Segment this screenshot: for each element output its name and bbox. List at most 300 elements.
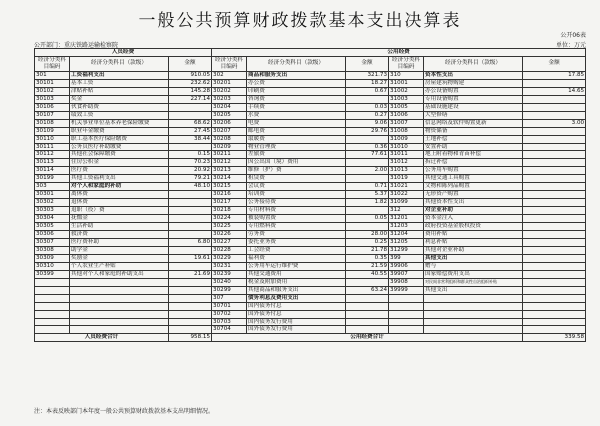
amount-cell: 3.00 [523,119,586,127]
personnel-group-header: 人员经费 [35,49,212,57]
table-row [35,175,586,183]
code-cell: 30224 [212,215,247,223]
code-cell: 307 [212,294,247,302]
code-cell: 31005 [389,103,424,111]
table-row [35,183,586,191]
code-cell: 30310 [35,262,70,270]
name-cell [424,310,523,318]
name-cell: 文物和陈列品购置 [424,183,523,191]
code-cell: 30399 [35,270,70,278]
amount-cell: 29.76 [346,127,389,135]
code-cell: 31007 [389,119,424,127]
amount-cell [523,231,586,239]
amount-cell [169,207,212,215]
amount-cell [523,246,586,254]
name-cell: 对企业补助 [424,207,523,215]
name-cell: 职业年金缴费 [70,127,169,135]
code-cell: 30702 [212,310,247,318]
amount-cell: 19.61 [169,254,212,262]
code-cell: 30301 [35,191,70,199]
code-cell: 30203 [212,95,247,103]
amount-cell [169,318,212,326]
name-cell [424,318,523,326]
code-cell [389,294,424,302]
amount-header: 金额 [346,56,389,71]
name-cell: 劳务费 [247,231,346,239]
amount-cell [169,191,212,199]
table-row [35,159,586,167]
code-cell: 30108 [35,119,70,127]
name-cell: 国内债务发行费用 [247,318,346,326]
name-cell: 安置补助 [424,143,523,151]
amount-cell [523,270,586,278]
name-cell: 商品和服务支出 [247,71,346,79]
amount-cell: 6.80 [169,238,212,246]
code-cell: 30207 [212,127,247,135]
amount-cell [346,318,389,326]
amount-cell: 227.14 [169,95,212,103]
name-cell: 租赁费 [247,175,346,183]
code-cell: 30101 [35,79,70,87]
code-cell: 30206 [212,119,247,127]
amount-cell: 0.15 [169,151,212,159]
code-cell [389,326,424,334]
code-cell: 30199 [35,175,70,183]
table-row [35,79,586,87]
name-cell: 税金及附加费用 [247,278,346,286]
amount-cell [523,127,586,135]
code-cell: 310 [389,71,424,79]
name-cell: 资本性支出 [424,71,523,79]
name-cell: 退职（役）费 [70,207,169,215]
amount-cell: 0.71 [346,183,389,191]
name-cell: 其他资本性支出 [424,199,523,207]
code-cell: 30110 [35,135,70,143]
amount-cell: 321.73 [346,71,389,79]
name-cell: 被装购置费 [247,215,346,223]
amount-cell [169,246,212,254]
amount-cell [346,223,389,231]
name-cell: 职工基本医疗保险缴费 [70,135,169,143]
table-row [35,231,586,239]
name-cell: 工资福利支出 [70,71,169,79]
table-row [35,238,586,246]
name-cell: 因公出国（境）费用 [247,159,346,167]
name-cell: 利息补贴 [424,238,523,246]
name-cell: 公务接待费 [247,199,346,207]
table-row [35,207,586,215]
amount-cell [169,278,212,286]
code-cell [35,310,70,318]
amount-cell [523,238,586,246]
code-cell: 30226 [212,231,247,239]
name-cell: 印刷费 [247,87,346,95]
name-cell: 福利费 [247,254,346,262]
amount-cell [523,159,586,167]
name-cell: 电费 [247,119,346,127]
code-cell: 30225 [212,223,247,231]
amount-cell [169,199,212,207]
code-cell: 31013 [389,167,424,175]
code-cell: 30205 [212,111,247,119]
code-cell: 31021 [389,183,424,191]
amount-cell: 38.44 [169,135,212,143]
code-cell: 30704 [212,326,247,334]
amount-cell [346,135,389,143]
amount-cell: 1.82 [346,199,389,207]
code-cell: 30102 [35,87,70,95]
code-cell: 30113 [35,159,70,167]
amount-cell [523,175,586,183]
name-cell [70,294,169,302]
name-cell: 津贴补贴 [70,87,169,95]
name-cell: 国内债务付息 [247,302,346,310]
table-row [35,254,586,262]
code-header: 经济分类科目编码 [389,56,424,71]
amount-cell [346,294,389,302]
name-cell: 邮电费 [247,127,346,135]
code-cell [35,286,70,294]
name-cell: 政府投资基金股权投资 [424,223,523,231]
amount-cell: 9.06 [346,119,389,127]
amount-cell [346,278,389,286]
name-cell: 国外债务发行费用 [247,326,346,334]
table-row [35,294,586,302]
amount-cell [523,286,586,294]
name-header: 经济分类科目（款级） [70,56,169,71]
code-cell: 31009 [389,135,424,143]
amount-cell: 63.24 [346,286,389,294]
name-cell: 物业管理费 [247,143,346,151]
name-cell: 手续费 [247,103,346,111]
name-cell: 对个人和家庭的补助 [70,183,169,191]
name-cell: 其他支出 [424,286,523,294]
name-cell [424,302,523,310]
amount-cell [346,207,389,215]
table-row [35,95,586,103]
amount-cell: 0.25 [346,238,389,246]
name-cell: 房屋建筑物购建 [424,79,523,87]
name-cell: 医疗费 [70,167,169,175]
table-row [35,310,586,318]
code-cell: 30216 [212,191,247,199]
name-cell: 专用材料费 [247,207,346,215]
code-cell: 30201 [212,79,247,87]
name-cell [70,310,169,318]
amount-cell: 77.61 [346,151,389,159]
name-cell: 培训费 [247,191,346,199]
table-row [35,326,586,334]
amount-cell [169,286,212,294]
name-cell: 绩效工资 [70,111,169,119]
code-cell [35,326,70,334]
name-cell: 公务用车运行维护费 [247,262,346,270]
name-cell: 奖励金 [70,254,169,262]
table-row [35,119,586,127]
code-cell: 30303 [35,207,70,215]
code-cell: 30701 [212,302,247,310]
public-group-header: 公用经费 [212,49,586,57]
code-cell: 30240 [212,278,247,286]
amount-cell: 2.00 [346,167,389,175]
amount-cell [523,103,586,111]
code-cell: 302 [212,71,247,79]
code-cell: 30305 [35,223,70,231]
amount-cell: 48.10 [169,183,212,191]
amount-cell [523,223,586,231]
amount-cell [169,103,212,111]
table-row [35,127,586,135]
name-cell: 国外债务付息 [247,310,346,318]
table-row [35,262,586,270]
amount-cell [169,262,212,270]
amount-cell [523,183,586,191]
code-cell [35,278,70,286]
amount-cell: 0.36 [346,143,389,151]
amount-cell [523,95,586,103]
amount-cell [169,231,212,239]
amount-cell [523,310,586,318]
code-cell [35,318,70,326]
name-cell: 大型修缮 [424,111,523,119]
name-cell: 资本金注入 [424,215,523,223]
name-cell: 信息网络及软件购置更新 [424,119,523,127]
amount-cell [523,167,586,175]
amount-header: 金额 [523,56,586,71]
name-cell: 国家赔偿费用支出 [424,270,523,278]
code-cell: 39908 [389,278,424,286]
amount-cell: 14.65 [523,87,586,95]
code-cell: 31001 [389,79,424,87]
name-cell: 伙食补助费 [70,103,169,111]
name-cell: 拆迁补偿 [424,159,523,167]
name-cell: 助学金 [70,246,169,254]
amount-cell [169,215,212,223]
report-title: 一般公共预算财政拨款基本支出决算表 [138,11,462,31]
name-cell: 公务员医疗补助缴费 [70,143,169,151]
amount-cell: 18.27 [346,79,389,87]
amount-cell: 28.00 [346,231,389,239]
code-cell: 31012 [389,159,424,167]
code-cell [35,302,70,310]
name-cell: 咨询费 [247,95,346,103]
code-cell: 31299 [389,246,424,254]
name-cell: 基础设施建设 [424,103,523,111]
amount-cell [523,278,586,286]
name-cell: 生活补助 [70,223,169,231]
name-cell: 救济费 [70,231,169,239]
code-cell: 30111 [35,143,70,151]
name-cell: 其他对企业补助 [424,246,523,254]
amount-cell [346,326,389,334]
code-cell: 301 [35,71,70,79]
public-total-label: 公用经费合计 [212,334,523,342]
table-row [35,278,586,286]
amount-cell [169,294,212,302]
code-cell [389,318,424,326]
name-cell: 委托业务费 [247,238,346,246]
code-cell: 30214 [212,175,247,183]
code-cell: 30309 [35,254,70,262]
amount-cell: 145.28 [169,87,212,95]
code-cell: 30231 [212,262,247,270]
code-cell [35,294,70,302]
table-row [35,143,586,151]
form-number: 公开06表 [560,32,586,39]
code-cell: 30107 [35,111,70,119]
name-cell: 物资储备 [424,127,523,135]
code-cell: 30109 [35,127,70,135]
code-cell: 30211 [212,151,247,159]
code-cell: 30306 [35,231,70,239]
table-row [35,302,586,310]
name-cell: 其他社会保障缴费 [70,151,169,159]
code-cell [389,302,424,310]
code-cell: 39999 [389,286,424,294]
code-cell: 30212 [212,159,247,167]
code-cell: 30114 [35,167,70,175]
name-cell: 抚恤金 [70,215,169,223]
code-cell: 31011 [389,151,424,159]
name-cell [424,326,523,334]
name-cell: 工会经费 [247,246,346,254]
name-cell [70,326,169,334]
amount-cell [346,159,389,167]
name-cell: 会议费 [247,183,346,191]
amount-cell: 21.69 [169,270,212,278]
code-cell: 30202 [212,87,247,95]
code-cell: 31002 [389,87,424,95]
code-cell: 31022 [389,191,424,199]
code-cell: 30703 [212,318,247,326]
code-cell: 303 [35,183,70,191]
code-cell: 39906 [389,262,424,270]
expenditure-table [34,48,586,342]
amount-cell [523,199,586,207]
unit-label: 单位：万元 [555,42,586,49]
code-cell: 30239 [212,270,247,278]
code-cell [389,310,424,318]
table-row [35,270,586,278]
code-cell: 30103 [35,95,70,103]
code-cell: 30106 [35,103,70,111]
amount-cell [346,95,389,103]
code-cell: 30227 [212,238,247,246]
name-cell: 其他商品和服务支出 [247,286,346,294]
amount-cell [523,326,586,334]
code-header: 经济分类科目编码 [212,56,247,71]
name-cell: 个人农业生产补贴 [70,262,169,270]
amount-cell [169,302,212,310]
amount-cell [346,310,389,318]
table-row [35,71,586,79]
table-row [35,151,586,159]
code-cell: 30213 [212,167,247,175]
amount-cell: 0.35 [346,254,389,262]
table-row [35,223,586,231]
code-cell: 31010 [389,143,424,151]
department-label: 公开部门：重庆铁路运输检察院 [34,42,119,49]
name-cell: 专用燃料费 [247,223,346,231]
amount-cell [523,254,586,262]
code-cell: 399 [389,254,424,262]
table-row [35,135,586,143]
name-cell: 取暖费 [247,135,346,143]
name-header: 经济分类科目（款级） [247,56,346,71]
amount-cell [346,302,389,310]
code-cell: 31008 [389,127,424,135]
code-cell: 31203 [389,223,424,231]
amount-cell [523,215,586,223]
name-cell [70,302,169,310]
name-cell: 离休费 [70,191,169,199]
amount-cell [169,326,212,334]
amount-cell [523,151,586,159]
amount-cell: 232.62 [169,79,212,87]
code-cell: 30218 [212,207,247,215]
name-cell: 赠与 [424,262,523,270]
amount-cell [523,207,586,215]
table-row [35,286,586,294]
amount-cell: 17.85 [523,71,586,79]
amount-cell: 5.37 [346,191,389,199]
code-cell: 30204 [212,103,247,111]
name-cell: 公务用车购置 [424,167,523,175]
name-cell: 其他交通工具购置 [424,175,523,183]
table-row [35,103,586,111]
amount-cell [346,175,389,183]
public-total-value: 339.58 [523,334,586,342]
amount-cell [523,262,586,270]
name-cell: 办公设备购置 [424,87,523,95]
name-cell: 无形资产购置 [424,191,523,199]
amount-cell [169,111,212,119]
amount-cell [169,143,212,151]
amount-cell [523,143,586,151]
amount-cell: 20.92 [169,167,212,175]
table-row [35,111,586,119]
code-cell: 31204 [389,231,424,239]
name-cell: 其他对个人和家庭的补助支出 [70,270,169,278]
amount-header: 金额 [169,56,212,71]
table-row [35,199,586,207]
amount-cell: 70.23 [169,159,212,167]
code-cell: 31205 [389,238,424,246]
amount-cell: 0.05 [346,215,389,223]
table-row [35,318,586,326]
name-cell: 基本工资 [70,79,169,87]
code-cell: 31201 [389,215,424,223]
amount-cell: 79.21 [169,175,212,183]
name-cell: 专用设备购置 [424,95,523,103]
code-cell: 30307 [35,238,70,246]
amount-cell [523,111,586,119]
name-cell: 办公费 [247,79,346,87]
name-header: 经济分类科目（款级） [424,56,523,71]
name-cell: 医疗费补助 [70,238,169,246]
amount-cell: 0.03 [346,103,389,111]
code-cell: 30299 [212,286,247,294]
amount-cell [523,191,586,199]
name-cell: 债务利息及费用支出 [247,294,346,302]
amount-cell [523,79,586,87]
code-cell: 30229 [212,254,247,262]
name-cell: 其他交通费用 [247,270,346,278]
name-cell [70,318,169,326]
amount-cell: 21.78 [346,246,389,254]
name-cell: 其他支出 [424,254,523,262]
code-header: 经济分类科目编码 [35,56,70,71]
